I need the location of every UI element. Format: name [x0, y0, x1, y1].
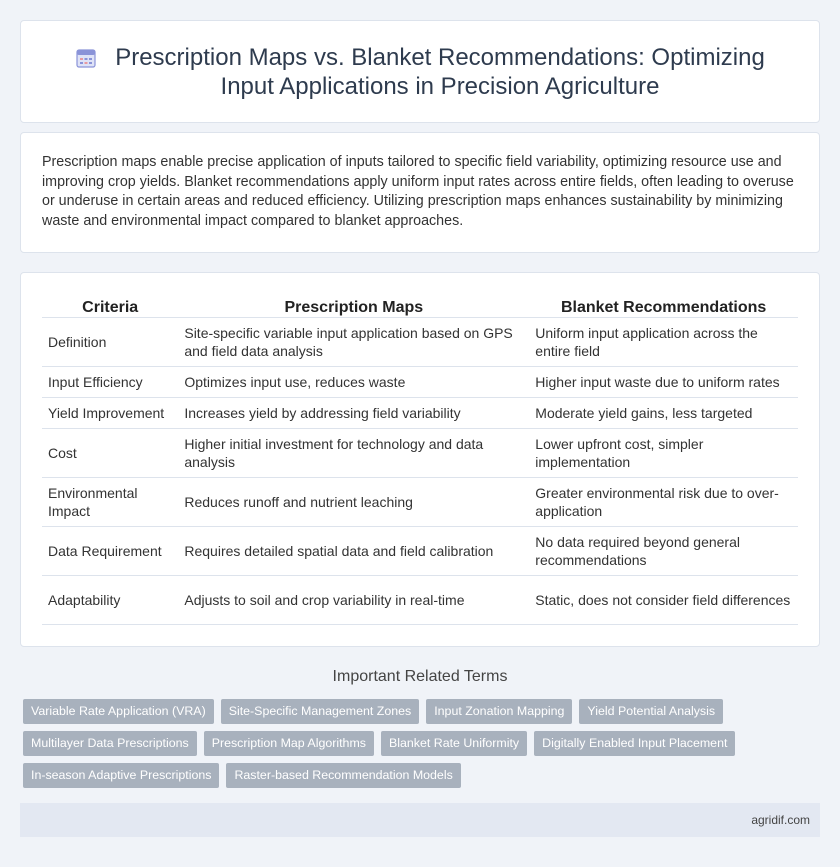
header-card	[20, 20, 820, 123]
table-cell: Adjusts to soil and crop variability in real-time	[178, 576, 529, 625]
table-cell: Adaptability	[42, 576, 178, 625]
table-row	[42, 429, 798, 478]
intro-card	[20, 132, 820, 253]
table-cell: Yield Improvement	[42, 398, 178, 429]
table-row	[42, 398, 798, 429]
table-cell: Lower upfront cost, simpler implementation	[529, 429, 798, 478]
table-cell: Greater environmental risk due to over-application	[529, 478, 798, 527]
column-header-blanket-recommendations: Blanket Recommendations	[529, 297, 798, 318]
related-term-tag[interactable]: Input Zonation Mapping	[426, 699, 572, 724]
table-cell: Environmental Impact	[42, 478, 178, 527]
table-cell: Higher input waste due to uniform rates	[529, 367, 798, 398]
related-term-tag[interactable]: In-season Adaptive Prescriptions	[23, 763, 219, 788]
table-cell: Uniform input application across the entire field	[529, 318, 798, 367]
table-cell: Moderate yield gains, less targeted	[529, 398, 798, 429]
related-term-tag[interactable]: Prescription Map Algorithms	[204, 731, 374, 756]
footer-site-link[interactable]: agridif.com	[751, 813, 810, 827]
related-term-tag[interactable]: Blanket Rate Uniformity	[381, 731, 527, 756]
related-terms-title: Important Related Terms	[332, 668, 508, 685]
related-term-tag[interactable]: Raster-based Recommendation Models	[226, 763, 460, 788]
related-term-tag[interactable]: Digitally Enabled Input Placement	[534, 731, 735, 756]
table-row	[42, 478, 798, 527]
table-cell: Optimizes input use, reduces waste	[178, 367, 529, 398]
table-cell: Input Efficiency	[42, 367, 178, 398]
table-cell: Static, does not consider field differences	[529, 576, 798, 625]
column-header-criteria: Criteria	[42, 297, 178, 318]
related-term-tag[interactable]: Yield Potential Analysis	[579, 699, 723, 724]
table-cell: Definition	[42, 318, 178, 367]
intro-paragraph: Prescription maps enable precise application of inputs tailored to specific field variability, optimizing resource use and improving crop yields. Blanket recommendations apply uniform input rates across entire fields, often leading to overuse or underuse in certain areas and reduced efficiency. Utilizing prescription maps enhances sustainability by minimizing waste and environmental impact compared to blanket approaches.	[42, 154, 794, 229]
table-cell: Reduces runoff and nutrient leaching	[178, 478, 529, 527]
related-term-tag[interactable]: Multilayer Data Prescriptions	[23, 731, 197, 756]
table-row	[42, 367, 798, 398]
table-cell: Cost	[42, 429, 178, 478]
related-term-tag[interactable]: Site-Specific Management Zones	[221, 699, 420, 724]
table-row	[42, 527, 798, 576]
comparison-table-card	[20, 272, 820, 647]
table-cell: Increases yield by addressing field variability	[178, 398, 529, 429]
page-title: Prescription Maps vs. Blanket Recommendations: Optimizing Input Applications in Precision Agriculture	[115, 44, 765, 100]
table-row	[42, 318, 798, 367]
table-row	[42, 576, 798, 625]
table-cell: Data Requirement	[42, 527, 178, 576]
footer-bar	[20, 803, 820, 837]
comparison-table	[42, 297, 798, 625]
table-cell: Requires detailed spatial data and field calibration	[178, 527, 529, 576]
related-term-tag[interactable]: Variable Rate Application (VRA)	[23, 699, 214, 724]
table-header-row	[42, 297, 798, 318]
table-cell: Higher initial investment for technology and data analysis	[178, 429, 529, 478]
table-cell: No data required beyond general recommendations	[529, 527, 798, 576]
table-cell: Site-specific variable input application based on GPS and field data analysis	[178, 318, 529, 367]
column-header-prescription-maps: Prescription Maps	[178, 297, 529, 318]
related-terms-list	[23, 699, 823, 795]
